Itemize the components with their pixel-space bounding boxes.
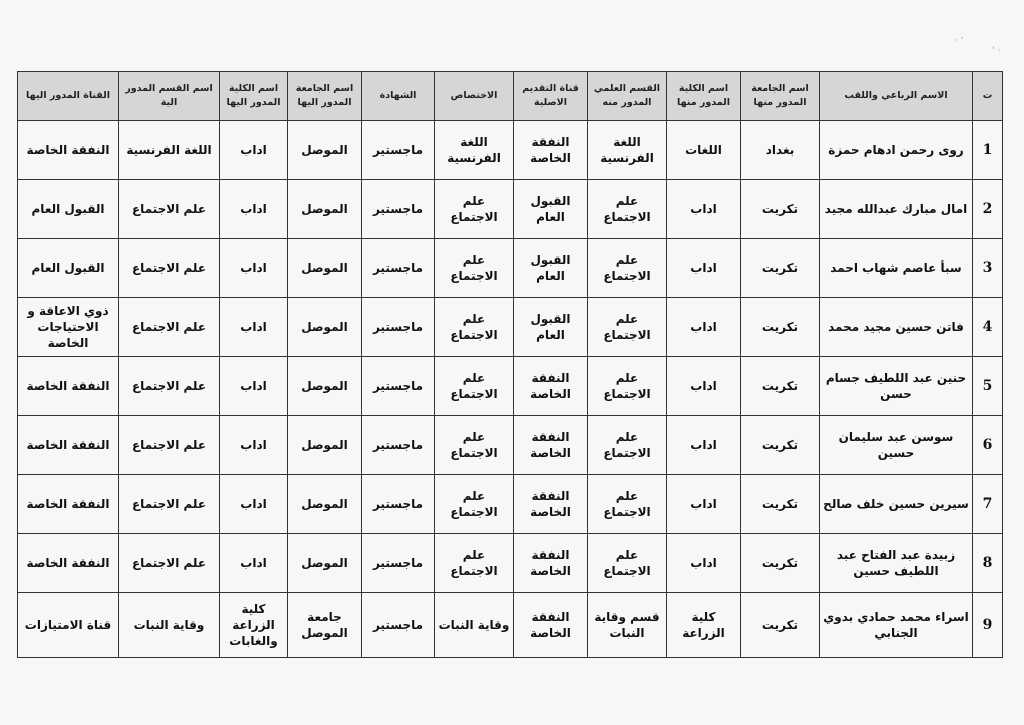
cell-target-university: الموصل [288,357,362,416]
table-row [18,416,1003,475]
col-header-index: ت [973,72,1003,121]
cell-target-channel: ذوي الاعاقة و الاحتياجات الخاصة [18,298,119,357]
cell-degree: ماجستير [362,534,435,593]
cell-full-name: امال مبارك عبدالله مجيد [820,180,973,239]
cell-specialization: علم الاجتماع [435,357,514,416]
cell-specialization: علم الاجتماع [435,180,514,239]
cell-full-name: سيرين حسين خلف صالح [820,475,973,534]
cell-specialization: علم الاجتماع [435,239,514,298]
cell-target-college: اداب [220,298,288,357]
cell-specialization: علم الاجتماع [435,416,514,475]
cell-target-university: الموصل [288,180,362,239]
col-header-source-department: القسم العلمي المدور منه [588,72,667,121]
cell-source-college: اداب [667,180,741,239]
cell-source-university: تكريت [741,180,820,239]
cell-target-department: علم الاجتماع [119,475,220,534]
cell-target-university: الموصل [288,121,362,180]
cell-target-department: علم الاجتماع [119,534,220,593]
cell-target-university: جامعة الموصل [288,593,362,658]
cell-full-name: روى رحمن ادهام حمزة [820,121,973,180]
cell-original-channel: النفقة الخاصة [514,121,588,180]
cell-source-department: علم الاجتماع [588,534,667,593]
cell-target-channel: القبول العام [18,180,119,239]
cell-degree: ماجستير [362,121,435,180]
table-row [18,180,1003,239]
cell-source-department: علم الاجتماع [588,357,667,416]
cell-target-university: الموصل [288,239,362,298]
cell-source-college: اداب [667,475,741,534]
table-row [18,121,1003,180]
cell-target-department: علم الاجتماع [119,298,220,357]
cell-index: 8 [973,534,1003,593]
cell-target-department: علم الاجتماع [119,357,220,416]
scan-speck: ‘ · [992,46,1001,56]
cell-degree: ماجستير [362,475,435,534]
cell-target-department: وقاية النبات [119,593,220,658]
cell-source-university: تكريت [741,416,820,475]
cell-target-college: اداب [220,534,288,593]
cell-full-name: سبأ عاصم شهاب احمد [820,239,973,298]
cell-source-college: اداب [667,416,741,475]
table-row [18,239,1003,298]
cell-target-college: كلية الزراعة والغابات [220,593,288,658]
cell-source-university: تكريت [741,534,820,593]
col-header-target-channel: القناة المدور اليها [18,72,119,121]
cell-source-college: اداب [667,357,741,416]
col-header-degree: الشهادة [362,72,435,121]
cell-degree: ماجستير [362,357,435,416]
col-header-specialization: الاختصاص [435,72,514,121]
cell-source-university: تكريت [741,239,820,298]
cell-source-department: قسم وقاية النبات [588,593,667,658]
col-header-source-university: اسم الجامعة المدور منها [741,72,820,121]
cell-index: 4 [973,298,1003,357]
cell-original-channel: القبول العام [514,239,588,298]
table-row [18,534,1003,593]
table-row [18,357,1003,416]
cell-source-college: اداب [667,298,741,357]
cell-index: 1 [973,121,1003,180]
transfer-table [17,71,1003,658]
cell-target-college: اداب [220,475,288,534]
cell-source-college: اللغات [667,121,741,180]
cell-target-channel: قناة الامتيازات [18,593,119,658]
col-header-original-channel: قناة التقديم الاصلية [514,72,588,121]
cell-source-department: اللغة الفرنسية [588,121,667,180]
table-row [18,475,1003,534]
cell-source-university: تكريت [741,357,820,416]
cell-index: 3 [973,239,1003,298]
cell-degree: ماجستير [362,180,435,239]
col-header-source-college: اسم الكلية المدور منها [667,72,741,121]
col-header-target-university: اسم الجامعة المدور اليها [288,72,362,121]
cell-target-department: اللغة الفرنسية [119,121,220,180]
cell-source-college: كلية الزراعة [667,593,741,658]
cell-degree: ماجستير [362,593,435,658]
cell-original-channel: النفقة الخاصة [514,475,588,534]
cell-original-channel: القبول العام [514,298,588,357]
cell-original-channel: النفقة الخاصة [514,357,588,416]
cell-source-college: اداب [667,239,741,298]
cell-source-department: علم الاجتماع [588,239,667,298]
cell-index: 9 [973,593,1003,658]
cell-target-university: الموصل [288,475,362,534]
cell-target-college: اداب [220,239,288,298]
cell-source-university: بغداد [741,121,820,180]
cell-target-channel: النفقة الخاصة [18,121,119,180]
cell-source-university: تكريت [741,593,820,658]
cell-specialization: اللغة الفرنسية [435,121,514,180]
cell-target-university: الموصل [288,416,362,475]
cell-target-channel: القبول العام [18,239,119,298]
cell-original-channel: النفقة الخاصة [514,416,588,475]
cell-index: 7 [973,475,1003,534]
cell-specialization: وقاية النبات [435,593,514,658]
cell-specialization: علم الاجتماع [435,534,514,593]
cell-full-name: زبيدة عبد الفتاح عبد اللطيف حسين [820,534,973,593]
cell-degree: ماجستير [362,416,435,475]
table-row [18,298,1003,357]
cell-degree: ماجستير [362,298,435,357]
cell-full-name: حنين عبد اللطيف جسام حسن [820,357,973,416]
cell-original-channel: النفقة الخاصة [514,593,588,658]
cell-target-college: اداب [220,180,288,239]
cell-full-name: سوسن عبد سليمان حسين [820,416,973,475]
cell-target-department: علم الاجتماع [119,239,220,298]
header-row [18,72,1003,121]
cell-source-university: تكريت [741,475,820,534]
cell-target-college: اداب [220,416,288,475]
cell-index: 6 [973,416,1003,475]
cell-source-department: علم الاجتماع [588,298,667,357]
cell-target-college: اداب [220,357,288,416]
cell-source-college: اداب [667,534,741,593]
cell-target-department: علم الاجتماع [119,180,220,239]
col-header-full-name: الاسم الرباعي واللقب [820,72,973,121]
cell-specialization: علم الاجتماع [435,475,514,534]
cell-target-channel: النفقة الخاصة [18,475,119,534]
cell-full-name: فاتن حسين مجيد محمد [820,298,973,357]
table-row [18,593,1003,658]
cell-source-department: علم الاجتماع [588,180,667,239]
cell-target-university: الموصل [288,298,362,357]
cell-source-department: علم الاجتماع [588,475,667,534]
cell-source-university: تكريت [741,298,820,357]
cell-target-college: اداب [220,121,288,180]
scan-speck: · ‘ [955,36,964,46]
cell-full-name: اسراء محمد حمادي بدوي الجنابي [820,593,973,658]
col-header-target-college: اسم الكلية المدور اليها [220,72,288,121]
cell-source-department: علم الاجتماع [588,416,667,475]
cell-specialization: علم الاجتماع [435,298,514,357]
cell-target-university: الموصل [288,534,362,593]
cell-index: 5 [973,357,1003,416]
cell-target-channel: النفقة الخاصة [18,416,119,475]
cell-target-channel: النفقة الخاصة [18,534,119,593]
cell-index: 2 [973,180,1003,239]
cell-original-channel: النفقة الخاصة [514,534,588,593]
cell-degree: ماجستير [362,239,435,298]
cell-target-department: علم الاجتماع [119,416,220,475]
col-header-target-department: اسم القسم المدور الية [119,72,220,121]
cell-original-channel: القبول العام [514,180,588,239]
cell-target-channel: النفقة الخاصة [18,357,119,416]
